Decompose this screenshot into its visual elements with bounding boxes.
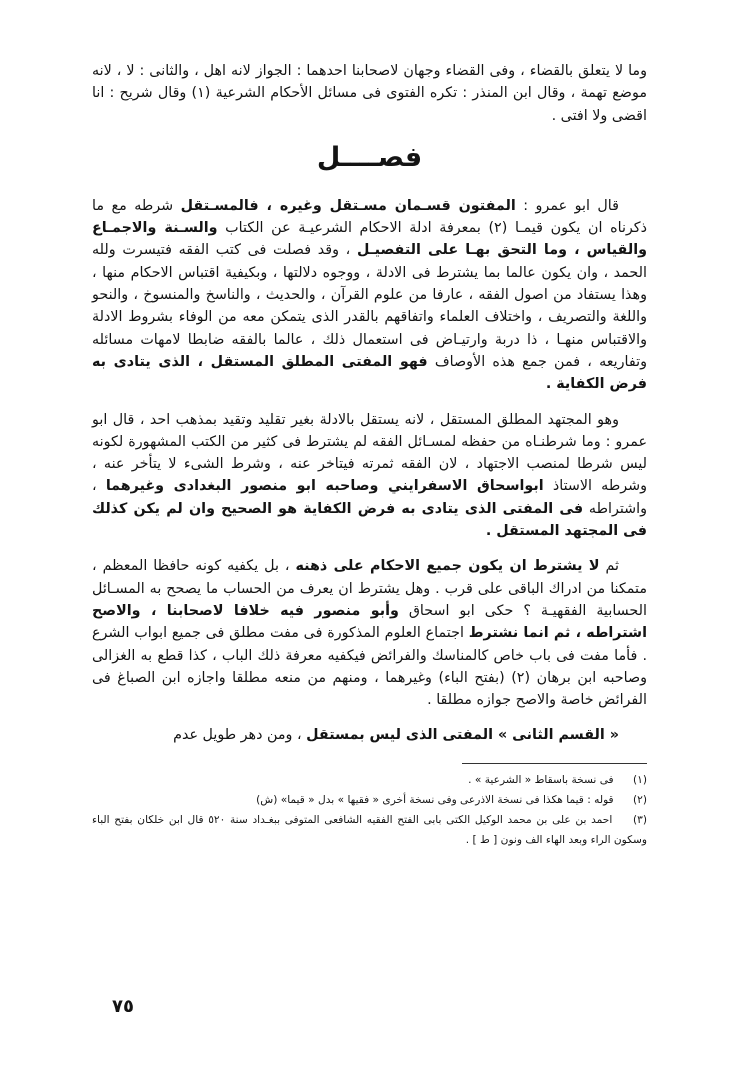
footnote-number: (١) bbox=[633, 773, 647, 786]
p1-run-3: ، وقد فصلت فى كتب الفقه فتيسرت ولله الحمد ، وان يكون عالما بما يشترط فى الادلة ، ووجوه دلالتها ، وبكيفية اقتباس الاحكام منها ، وهذا يستفاد من اصول الفقه ، عارفا من علوم القرآن ، والحديث ، والناسخ والمنسوخ ، والنحو واللغة والتصريف ، واختلاف العلماء واتفاقهم بالقدر الذى يتمكن معه من الوفاء بشروط الادلة والاقتباس منهـا ، ذا دربة وارتيـاض فى استعمال ذلك ، عالما بالفقه ضابطا لامهات مسائله وتفاريعه ، فمن جمع هذه الأوصاف bbox=[92, 242, 647, 370]
section-title-text: فصــــل bbox=[316, 141, 423, 173]
page-content bbox=[92, 60, 647, 850]
section-title bbox=[92, 141, 647, 175]
p2-bold-2: فى المفتى الذى يتادى به فرض الكفاية هو الصحيح وان لم يكن كذلك فى المجتهد المستقل . bbox=[92, 500, 647, 540]
p4-run-1: ، ومن دهر طويل عدم bbox=[173, 727, 307, 744]
p1-bold-2: والسـنة والاجمـاع والقياس ، وما التحق بهـا على التفصيـل bbox=[92, 220, 648, 259]
p4-bold-1: « القسم الثانى » المفتى الذى ليس بمستقل bbox=[306, 727, 619, 744]
paragraph-4-text bbox=[92, 724, 647, 746]
footnote-item bbox=[92, 810, 647, 850]
p1-run-2: شرطه مع ما ذكرناه ان يكون قيمـا (٢) بمعرفة ادلة الاحكام الشرعيـة عن الكتاب bbox=[92, 197, 647, 237]
p1-bold-3: فهو المفتى المطلق المستقل ، الذى يتادى به فرض الكفاية . bbox=[92, 353, 647, 393]
footnote-divider bbox=[462, 763, 647, 764]
p3-bold-2: وأبو منصور فيه خلافا لاصحابنا ، والاصح اشتراطه ، ثم انما نشترط bbox=[92, 602, 647, 642]
footnote-number: (٣) bbox=[633, 813, 648, 826]
paragraph-3 bbox=[92, 555, 647, 711]
paragraph-4 bbox=[92, 724, 647, 746]
footnote-text: قوله : قيما هكذا فى نسخة الاذرعى وفى نسخة أخرى « فقيها » بدل « قيما» (ش) bbox=[256, 793, 614, 806]
p3-run-3: اجتماع العلوم المذكورة فى مفت مطلق فى جميع ابواب الشرع . فأما مفت فى باب خاص كالمناسك والفرائض فيكفيه معرفة ذلك الباب ، كذا قطع به الغزالى وصاحبه ابن برهان (٢) (بفتح الباء) وغيرهما ، ومنهم من منعه مطلقا واجازه ابن الصباغ فى الفرائض خاصة والاصح جوازه مطلقا . bbox=[92, 625, 647, 709]
p1-run-1: قال ابو عمرو : bbox=[515, 197, 619, 214]
page-number: ٧٥ bbox=[112, 996, 134, 1017]
p3-run-2: ، بل يكفيه كونه حافظا المعظم ، متمكنا من ادراك الباقى على قرب . وهل يشترط ان يعرف من الحساب ما يصحح به المسـائل الحسابية الفقهيـة ؟ حكى ابو اسحاق bbox=[92, 558, 647, 619]
paragraph-1-text bbox=[92, 195, 647, 396]
footnote-text: فى نسخة باسقاط « الشرعية » . bbox=[468, 773, 614, 786]
p2-run-2: ، واشتراطه bbox=[92, 478, 647, 517]
footnote-item bbox=[92, 770, 647, 790]
footnotes-list bbox=[92, 770, 647, 850]
p3-run-1: ثم bbox=[599, 558, 619, 575]
footnote-number: (٢) bbox=[633, 793, 647, 806]
paragraph-3-text bbox=[92, 555, 647, 711]
footnote-item bbox=[92, 790, 647, 810]
top-paragraph bbox=[92, 60, 647, 127]
p3-bold-1: لا يشترط ان يكون جميع الاحكام على ذهنه bbox=[295, 558, 600, 575]
footnote-text: احمد بن على بن محمد الوكيل الكتى بابى الفتح الفقيه الشافعى المتوفى ببغـداد سنة ٥٢٠ قال ابن خلكان بفتح الباء وسكون الراء وبعد الهاء الف ونون [ ط ] . bbox=[92, 813, 647, 846]
p1-bold-1: المفتون قسـمان مسـتقل وغيره ، فالمسـتقل bbox=[180, 197, 516, 214]
p2-bold-1: ابواسحاق الاسفرايني وصاحبه ابو منصور البغدادى وغيرهما bbox=[105, 478, 544, 495]
p2-run-1: وهو المجتهد المطلق المستقل ، لانه يستقل بالادلة بغير تقليد وتقيد بمذهب احد ، قال ابو عمرو : وما شرطنـاه من حفظه لمسـائل الفقه لم يشترط فى كثير من الكتب المشهورة لكونه ليس شرطا لمنصب الاجتهاد ، لان الفقه ثمرته فيتاخر عنه ، وشرط الشىء لا يتأخر عنه ، وشرطه الاستاذ bbox=[92, 411, 647, 495]
top-paragraph-text: وما لا يتعلق بالقضاء ، وفى القضاء وجهان لاصحابنا احدهما : الجواز لانه اهل ، والثانى : لا ، لانه موضع تهمة ، وقال ابن المنذر : تكره الفتوى فى مسائل الأحكام الشرعية (١) وقال شريح : انا اقضى ولا افتى . bbox=[92, 63, 647, 124]
paragraph-2-text bbox=[92, 409, 647, 543]
paragraph-1 bbox=[92, 195, 647, 396]
paragraph-2 bbox=[92, 409, 647, 543]
